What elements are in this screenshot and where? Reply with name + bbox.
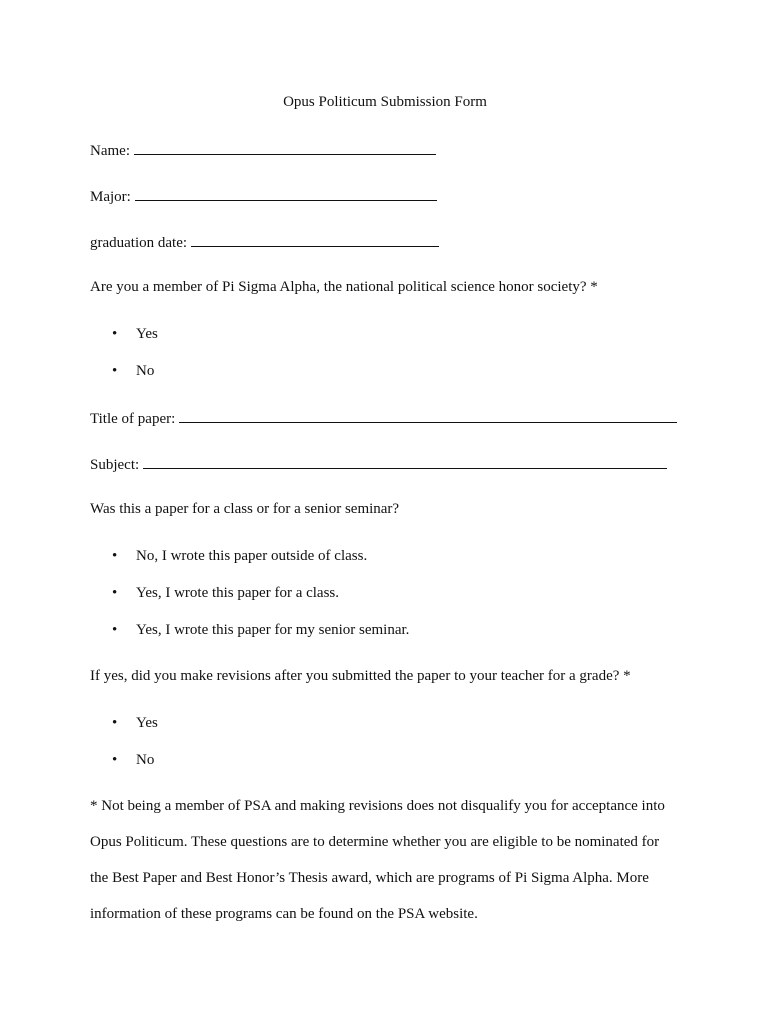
subject-field — [90, 454, 667, 474]
title-field — [90, 408, 677, 428]
graduation-label: graduation date: — [90, 235, 188, 251]
major-field — [90, 186, 437, 206]
q3-option-yes[interactable] — [112, 714, 158, 732]
name-label: Name: — [90, 143, 130, 159]
subject-label: Subject: — [90, 457, 140, 473]
option-label: Yes — [136, 326, 158, 342]
bullet-icon: • — [112, 715, 118, 731]
subject-input-line[interactable] — [143, 454, 667, 469]
option-label: Yes, I wrote this paper for my senior seminar. — [136, 622, 410, 638]
q1-option-no[interactable] — [112, 362, 154, 380]
option-label: No — [136, 363, 155, 379]
major-input-line[interactable] — [135, 186, 437, 201]
bullet-icon: • — [112, 752, 118, 768]
page-title: Opus Politicum Submission Form — [283, 94, 487, 110]
class-seminar-question: Was this a paper for a class or for a senior seminar? — [90, 501, 400, 517]
q1-option-yes[interactable] — [112, 325, 158, 343]
footnote-line-1: * Not being a member of PSA and making revisions does not disqualify you for acceptance into — [90, 798, 665, 814]
option-label: No, I wrote this paper outside of class. — [136, 548, 368, 564]
title-input-line[interactable] — [179, 408, 677, 423]
major-label: Major: — [90, 189, 131, 205]
q2-option-for-class[interactable] — [112, 584, 339, 602]
bullet-icon: • — [112, 548, 118, 564]
name-input-line[interactable] — [134, 140, 436, 155]
revisions-question: If yes, did you make revisions after you submitted the paper to your teacher for a grade? * — [90, 668, 631, 684]
q2-option-senior-seminar[interactable] — [112, 621, 409, 639]
option-label: Yes, I wrote this paper for a class. — [136, 585, 340, 601]
graduation-field — [90, 232, 439, 252]
name-field — [90, 140, 436, 160]
bullet-icon: • — [112, 585, 118, 601]
q3-option-no[interactable] — [112, 751, 154, 769]
footnote-line-4: information of these programs can be found on the PSA website. — [90, 906, 478, 922]
option-label: Yes — [136, 715, 158, 731]
footnote-line-2: Opus Politicum. These questions are to determine whether you are eligible to be nominated for — [90, 834, 660, 850]
graduation-input-line[interactable] — [191, 232, 439, 247]
bullet-icon: • — [112, 363, 118, 379]
pi-sigma-alpha-question: Are you a member of Pi Sigma Alpha, the national political science honor society? * — [90, 279, 598, 295]
q2-option-outside-class[interactable] — [112, 547, 367, 565]
option-label: No — [136, 752, 155, 768]
title-label: Title of paper: — [90, 411, 176, 427]
bullet-icon: • — [112, 622, 118, 638]
footnote-line-3: the Best Paper and Best Honor’s Thesis award, which are programs of Pi Sigma Alpha. More — [90, 870, 649, 886]
bullet-icon: • — [112, 326, 118, 342]
